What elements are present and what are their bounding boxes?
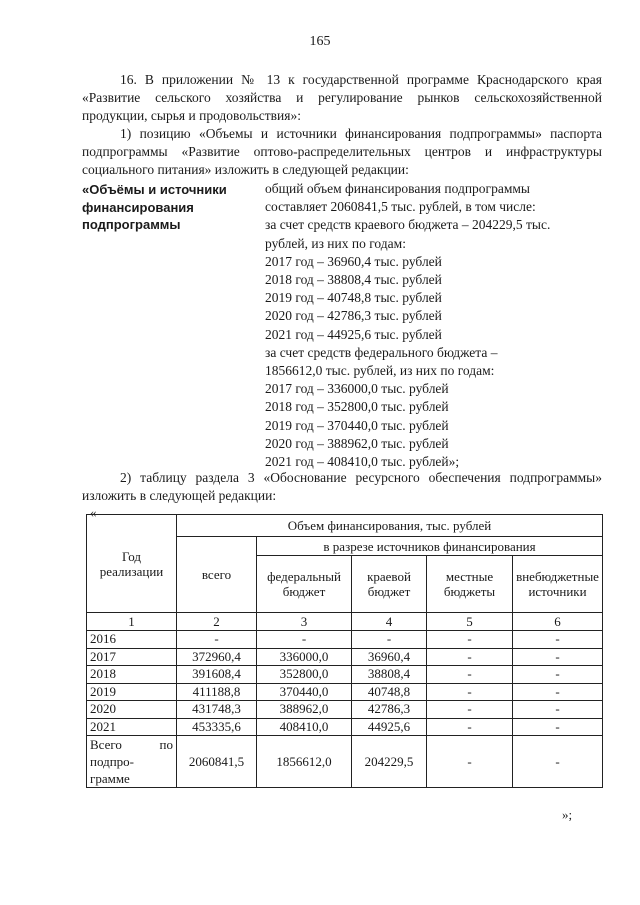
passport-line: общий объем финансирования подпрограммы [265, 181, 530, 196]
passport-line: за счет средств федерального бюджета – [265, 344, 498, 360]
year-cell: 2016 [87, 631, 177, 649]
passport-position-label: «Объёмы и источники финансирования подпрограммы [82, 182, 227, 232]
col-number: 2 [177, 613, 257, 631]
table-row [87, 701, 603, 719]
passport-line: 2017 год – 36960,4 тыс. рублей [265, 253, 442, 269]
total-value: - [427, 736, 513, 788]
value-cell: - [513, 683, 603, 701]
passport-line: 2019 год – 40748,8 тыс. рублей [265, 290, 442, 306]
total-value: - [513, 736, 603, 788]
col-header-local: местные бюджеты [427, 556, 513, 613]
table-row [87, 648, 603, 666]
open-quote: « [90, 505, 97, 520]
value-cell: 42786,3 [352, 701, 427, 719]
value-cell: - [427, 666, 513, 684]
total-value: 2060841,5 [177, 736, 257, 788]
col-header-funding-volume: Объем финансирования, тыс. рублей [177, 515, 603, 537]
total-row [87, 736, 603, 788]
value-cell: 44925,6 [352, 718, 427, 736]
value-cell: 453335,6 [177, 718, 257, 736]
passport-line: 2019 год – 370440,0 тыс. рублей [265, 417, 449, 433]
passport-line: составляет 2060841,5 тыс. рублей, в том числе: [265, 199, 536, 215]
passport-line: за счет средств краевого бюджета – 204229,5 тыс. [265, 217, 551, 233]
total-label-word-4: грамме [90, 771, 130, 786]
value-cell: 336000,0 [257, 648, 352, 666]
value-cell: 372960,4 [177, 648, 257, 666]
total-label [87, 736, 177, 788]
value-cell: - [513, 701, 603, 719]
year-cell: 2021 [87, 718, 177, 736]
value-cell: 38808,4 [352, 666, 427, 684]
col-number: 5 [427, 613, 513, 631]
col-header-extrabudgetary: внебюджетные источники [513, 556, 603, 613]
year-cell: 2019 [87, 683, 177, 701]
passport-line: 2018 год – 352800,0 тыс. рублей [265, 399, 449, 415]
value-cell: - [257, 631, 352, 649]
passport-funding-text [265, 180, 550, 471]
passport-line: 1856612,0 тыс. рублей, из них по годам: [265, 363, 495, 379]
year-cell: 2018 [87, 666, 177, 684]
value-cell: 352800,0 [257, 666, 352, 684]
value-cell: - [513, 718, 603, 736]
total-label-word-2: по [159, 737, 173, 752]
page-number: 165 [309, 34, 331, 49]
passport-line: 2020 год – 388962,0 тыс. рублей [265, 435, 449, 451]
value-cell: 431748,3 [177, 701, 257, 719]
passport-line: 2020 год – 42786,3 тыс. рублей [265, 308, 442, 324]
paragraph-item-1: 1) позицию «Объемы и источники финансирования подпрограммы» паспорта подпрограммы «Развитие оптово-распределительных центров и инфраструктуры социального питания» изложить в следующей редакции: [82, 126, 602, 177]
col-number: 3 [257, 613, 352, 631]
col-header-federal: федеральный бюджет [257, 556, 352, 613]
table-row [87, 718, 603, 736]
value-cell: - [427, 648, 513, 666]
table-row [87, 631, 603, 649]
col-number: 4 [352, 613, 427, 631]
value-cell: - [513, 648, 603, 666]
passport-line: рублей, из них по годам: [265, 235, 406, 251]
paragraph-item-2: 2) таблицу раздела 3 «Обоснование ресурсного обеспечения подпрограммы» изложить в следующей редакции: [82, 470, 602, 503]
value-cell: 411188,8 [177, 683, 257, 701]
passport-line: 2021 год – 408410,0 тыс. рублей»; [265, 454, 460, 470]
value-cell: - [427, 701, 513, 719]
value-cell: - [177, 631, 257, 649]
value-cell: 40748,8 [352, 683, 427, 701]
value-cell: - [427, 718, 513, 736]
total-label-word-3: подпро- [90, 754, 134, 769]
year-cell: 2020 [87, 701, 177, 719]
value-cell: 388962,0 [257, 701, 352, 719]
col-header-regional: краевой бюджет [352, 556, 427, 613]
passport-line: 2021 год – 44925,6 тыс. рублей [265, 326, 442, 342]
column-numbers-row [87, 613, 603, 631]
value-cell: 370440,0 [257, 683, 352, 701]
total-value: 204229,5 [352, 736, 427, 788]
table-row [87, 666, 603, 684]
table-row [87, 683, 603, 701]
col-number: 1 [87, 613, 177, 631]
col-header-year: Год реализации [87, 515, 177, 613]
col-header-total: всего [177, 537, 257, 613]
passport-line: 2017 год – 336000,0 тыс. рублей [265, 381, 449, 397]
total-value: 1856612,0 [257, 736, 352, 788]
value-cell: - [427, 683, 513, 701]
value-cell: - [513, 666, 603, 684]
value-cell: - [352, 631, 427, 649]
col-header-sources: в разрезе источников финансирования [257, 537, 603, 556]
value-cell: - [513, 631, 603, 649]
total-label-word-1: Всего [90, 737, 122, 752]
value-cell: 408410,0 [257, 718, 352, 736]
value-cell: 36960,4 [352, 648, 427, 666]
col-number: 6 [513, 613, 603, 631]
value-cell: - [427, 631, 513, 649]
year-cell: 2017 [87, 648, 177, 666]
close-quote: »; [562, 807, 573, 822]
passport-line: 2018 год – 38808,4 тыс. рублей [265, 272, 442, 288]
value-cell: 391608,4 [177, 666, 257, 684]
paragraph-16: 16. В приложении № 13 к государственной программе Краснодарского края «Развитие сельского хозяйства и регулирование рынков сельскохозяйственной продукции, сырья и продовольствия»: [82, 72, 602, 123]
funding-table [86, 514, 603, 788]
